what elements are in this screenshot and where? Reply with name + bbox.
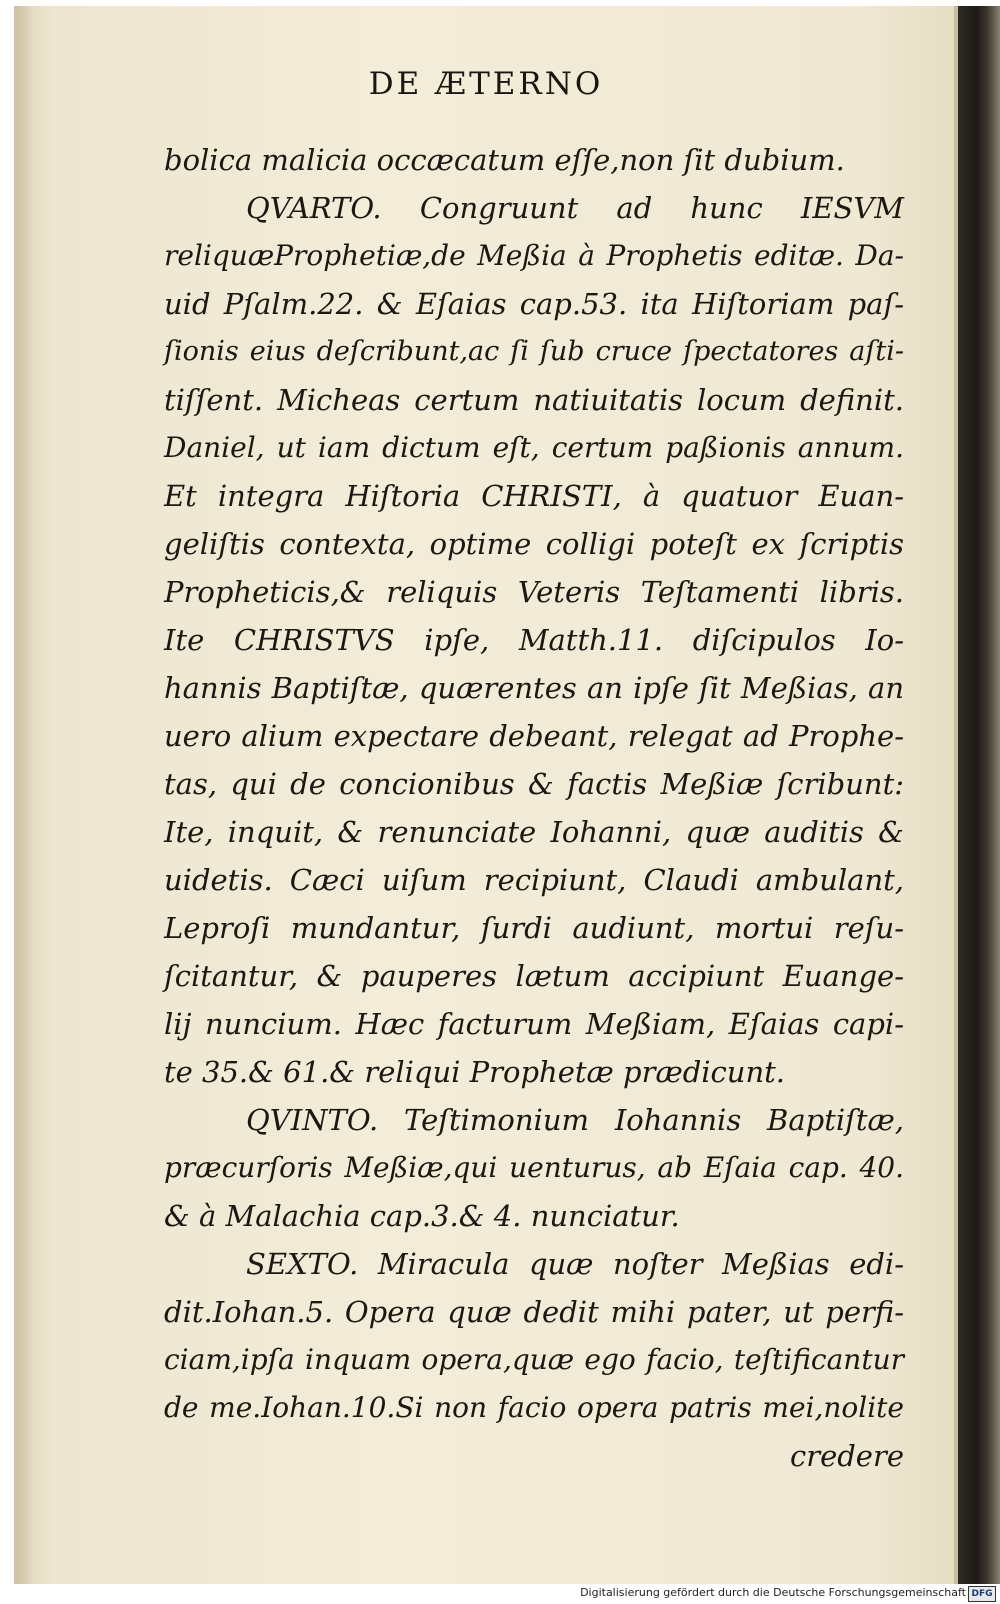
text-line: QVARTO. Congruunt ad hunc IESVM — [246, 191, 904, 225]
text-line: QVINTO. Teſtimonium Iohannis Baptiſtæ, — [246, 1103, 904, 1137]
text-line: tas, qui de concionibus & factis Meßiæ ſcribunt: — [164, 767, 904, 801]
dfg-logo-icon: DFG — [968, 1586, 996, 1602]
text-line: hannis Baptiſtæ, quærentes an ipſe ſit Meßias, an — [164, 671, 904, 705]
footer-bar — [0, 1584, 1000, 1604]
page-gutter-shadow — [14, 6, 34, 1584]
text-line: Ite CHRISTVS ipſe, Matth.11. diſcipulos Io- — [164, 623, 904, 657]
text-line: dit.Iohan.5. Opera quæ dedit mihi pater, ut perfi- — [164, 1295, 904, 1329]
text-line: Et integra Hiſtoria CHRISTI, à quatuor Euan- — [164, 479, 904, 513]
text-line: lij nuncium. Hæc facturum Meßiam, Eſaias capi- — [164, 1007, 904, 1041]
text-line: ciam,ipſa inquam opera,quæ ego facio, teſtificantur — [164, 1343, 904, 1376]
running-title: DE ÆTERNO — [368, 66, 604, 102]
text-line: de me.Iohan.10.Si non facio opera patris mei,nolite — [164, 1391, 904, 1424]
text-line: uidetis. Cæci uiſum recipiunt, Claudi ambulant, — [164, 863, 904, 897]
text-line: Ite, inquit, & renunciate Iohanni, quæ auditis & — [164, 815, 904, 849]
text-line: Daniel, ut iam dictum eſt, certum paßionis annum. — [164, 431, 904, 464]
catchword: credere — [789, 1439, 904, 1473]
book-page — [14, 6, 958, 1584]
text-line: uero alium expectare debeant, relegat ad Prophe- — [164, 719, 904, 753]
text-line: geliſtis contexta, optime colligi poteſt ex ſcriptis — [164, 527, 904, 561]
text-line: te 35.& 61.& reliqui Prophetæ prædicunt. — [164, 1055, 786, 1089]
text-line: SEXTO. Miracula quæ noſter Meßias edi- — [246, 1247, 904, 1281]
text-line: Propheticis,& reliquis Veteris Teſtamenti libris. — [164, 575, 904, 609]
text-line: tiſſent. Micheas certum natiuitatis locum definit. — [164, 383, 904, 417]
text-line: ſionis eius deſcribunt,ac ſi ſub cruce ſpectatores aſti- — [164, 336, 904, 367]
text-line: uid Pſalm.22. & Eſaias cap.53. ita Hiſtoriam paſ- — [164, 287, 904, 321]
text-line: præcurſoris Meßiæ,qui uenturus, ab Eſaia cap. 40. — [164, 1151, 904, 1184]
text-line: reliquæProphetiæ,de Meßia à Prophetis editæ. Da- — [164, 239, 904, 272]
book-binding — [958, 6, 1000, 1584]
text-line: & à Malachia cap.3.& 4. nunciatur. — [164, 1199, 680, 1233]
footer-credit: Digitalisierung gefördert durch die Deutsche Forschungsgemeinschaft — [580, 1586, 966, 1599]
text-line: Leproſi mundantur, ſurdi audiunt, mortui reſu- — [164, 911, 904, 945]
text-line: ſcitantur, & pauperes lætum accipiunt Euange- — [164, 959, 904, 993]
text-line: bolica malicia occæcatum eſſe,non ſit dubium. — [164, 143, 845, 177]
